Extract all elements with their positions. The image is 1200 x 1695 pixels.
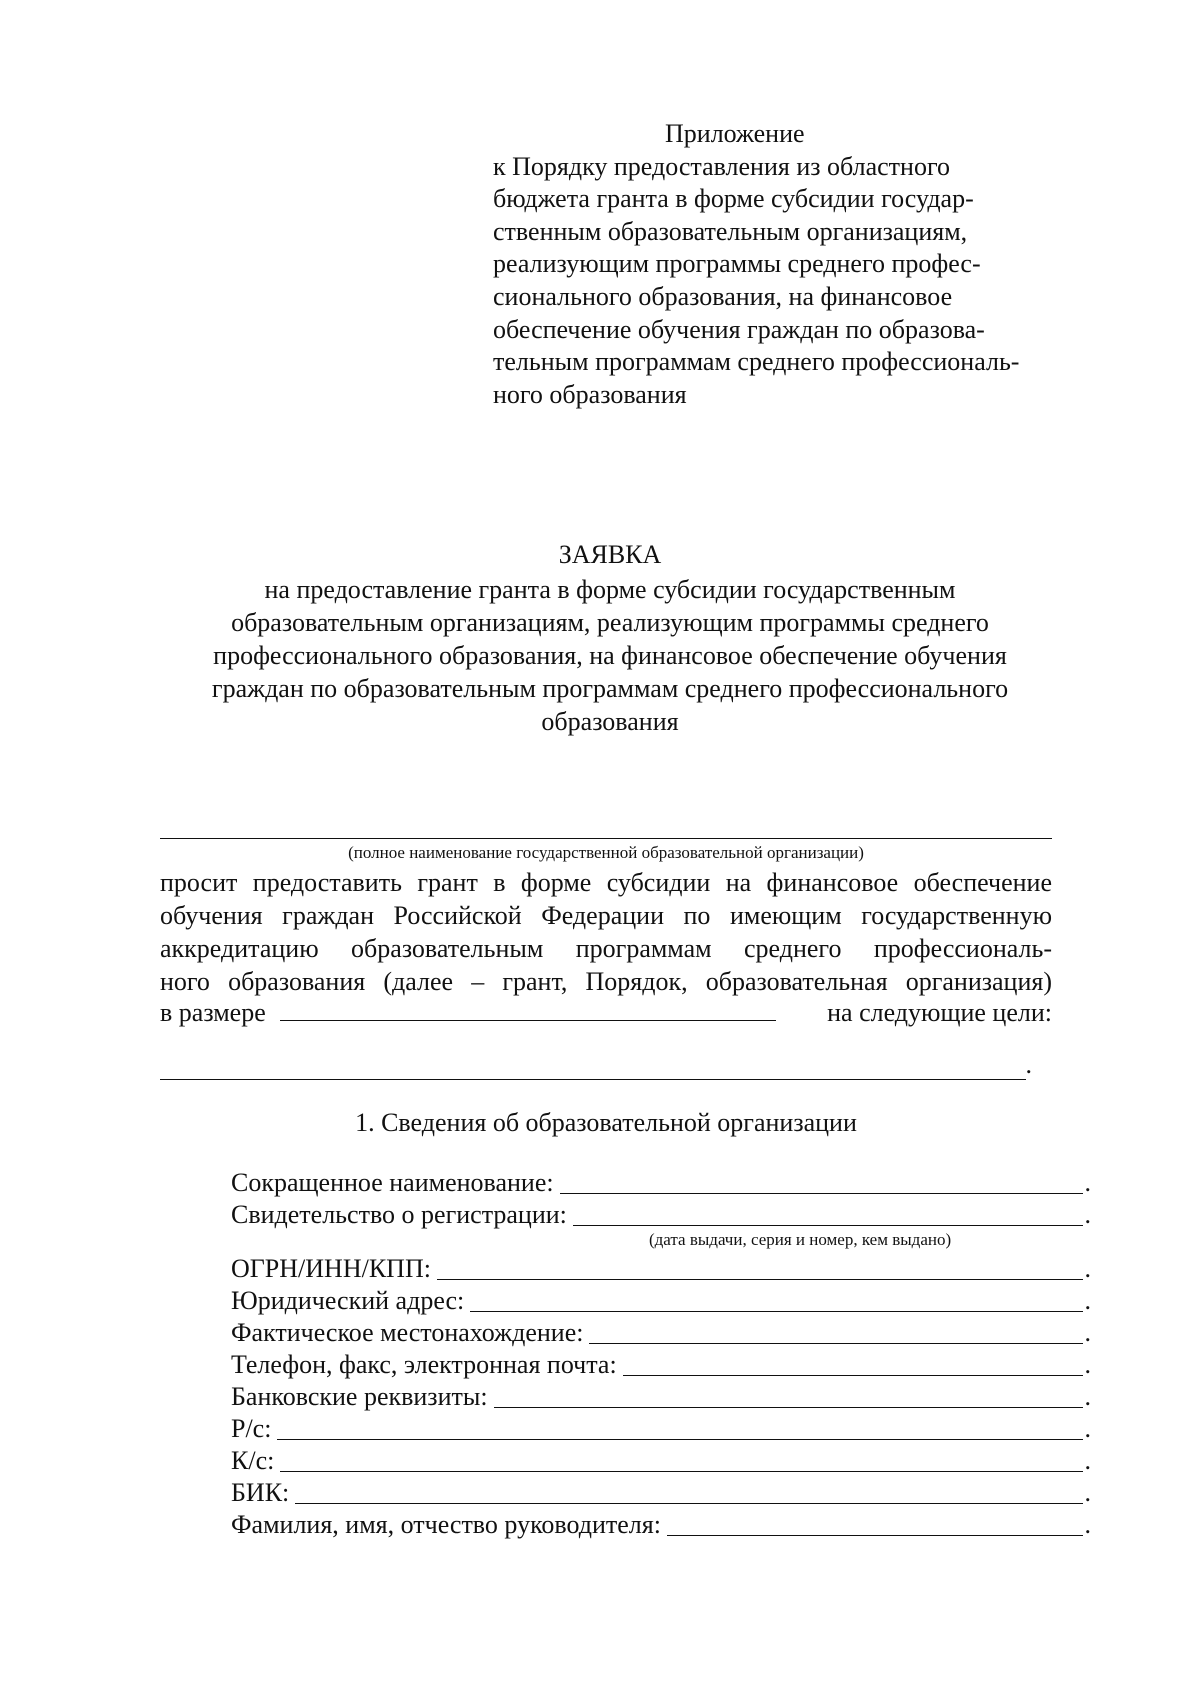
amount-label: в размере (160, 998, 266, 1027)
bank-details-field[interactable] (494, 1385, 1083, 1408)
director-name-field[interactable] (667, 1513, 1083, 1536)
appendix-line: к Порядку предоставления из областного (493, 151, 950, 181)
field-row-short-name (231, 1166, 1091, 1198)
appendix-block (493, 118, 1093, 411)
appendix-line: ного образования (493, 379, 687, 409)
registration-caption: (дата выдачи, серия и номер, кем выдано) (649, 1230, 952, 1249)
application-title: ЗАЯВКА (558, 540, 662, 569)
subtitle-line: образовательным организациям, реализующим программы среднего (231, 608, 989, 637)
field-row-ogrn (231, 1252, 1091, 1284)
paragraph-line: ного образования (далее – грант, Порядок, образовательная организация) (160, 967, 1052, 996)
org-name-field[interactable] (160, 838, 1052, 839)
subtitle-line: образования (541, 707, 679, 736)
field-row-correspondent-account (231, 1444, 1091, 1476)
bik-field[interactable] (295, 1481, 1082, 1504)
goals-end-dot: . (1025, 1050, 1032, 1079)
subtitle-line: граждан по образовательным программам среднего профессионального (211, 674, 1009, 703)
field-dot: . (1084, 1350, 1091, 1379)
appendix-line: обеспечение обучения граждан по образова- (493, 314, 985, 344)
field-row-bank-details (231, 1380, 1091, 1412)
field-row-bik (231, 1476, 1091, 1508)
field-label: Сокращенное наименование: (231, 1168, 554, 1197)
appendix-line: бюджета гранта в форме субсидии государ- (493, 184, 974, 214)
field-dot: . (1084, 1254, 1091, 1283)
request-paragraph (160, 866, 1052, 998)
field-label: Фамилия, имя, отчество руководителя: (231, 1510, 661, 1539)
settlement-account-field[interactable] (277, 1417, 1082, 1440)
field-dot: . (1084, 1286, 1091, 1315)
org-name-caption: (полное наименование государственной образовательной организации) (348, 843, 864, 862)
subtitle-line: на предоставление гранта в форме субсидии государственным (264, 575, 956, 604)
appendix-line: ственным образовательным организациям, (493, 216, 968, 246)
field-label: К/с: (231, 1446, 275, 1475)
field-label: Свидетельство о регистрации: (231, 1200, 567, 1229)
field-label: Банковские реквизиты: (231, 1382, 488, 1411)
correspondent-account-field[interactable] (280, 1449, 1082, 1472)
field-row-contacts (231, 1348, 1091, 1380)
short-name-field[interactable] (560, 1171, 1083, 1194)
paragraph-line: просит предоставить грант в форме субсидии на финансовое обеспечение (160, 868, 1052, 897)
field-row-director-name (231, 1508, 1091, 1540)
field-dot: . (1084, 1382, 1091, 1411)
field-label: ОГРН/ИНН/КПП: (231, 1254, 431, 1283)
field-dot: . (1084, 1168, 1091, 1197)
ogrn-inn-kpp-field[interactable] (437, 1257, 1083, 1280)
field-row-settlement-account (231, 1412, 1091, 1444)
field-row-legal-address (231, 1284, 1091, 1316)
org-details-fields (231, 1166, 1091, 1540)
field-row-actual-location (231, 1316, 1091, 1348)
field-label: Телефон, факс, электронная почта: (231, 1350, 617, 1379)
field-label: Р/с: (231, 1414, 272, 1443)
appendix-line: реализующим программы среднего профес- (493, 249, 981, 279)
registration-field[interactable] (573, 1203, 1083, 1226)
goals-row (160, 1050, 1032, 1080)
field-dot: . (1084, 1446, 1091, 1475)
field-dot: . (1084, 1414, 1091, 1443)
field-label: БИК: (231, 1478, 290, 1507)
legal-address-field[interactable] (470, 1289, 1082, 1312)
field-dot: . (1084, 1200, 1091, 1229)
field-label: Юридический адрес: (231, 1286, 465, 1315)
field-label: Фактическое местонахождение: (231, 1318, 584, 1347)
goals-label: на следующие цели: (827, 998, 1052, 1027)
amount-field[interactable] (280, 998, 776, 1021)
subtitle-line: профессионального образования, на финансовое обеспечение обучения (213, 641, 1007, 670)
paragraph-line: аккредитацию образовательным программам среднего профессиональ- (160, 934, 1052, 963)
actual-location-field[interactable] (589, 1321, 1082, 1344)
section-1-title: 1. Сведения об образовательной организации (355, 1108, 857, 1137)
field-row-registration (231, 1198, 1091, 1230)
field-dot: . (1084, 1318, 1091, 1347)
appendix-line: сионального образования, на финансовое (493, 281, 953, 311)
application-subtitle (160, 573, 1060, 738)
paragraph-line: обучения граждан Российской Федерации по имеющим государственную (160, 901, 1052, 930)
field-dot: . (1084, 1478, 1091, 1507)
goals-field[interactable] (160, 1075, 1026, 1080)
appendix-title: Приложение (665, 119, 805, 148)
appendix-line: тельным программам среднего профессиональ- (493, 347, 1020, 377)
contacts-field[interactable] (623, 1353, 1083, 1376)
field-dot: . (1084, 1510, 1091, 1539)
amount-row (160, 998, 1052, 1028)
